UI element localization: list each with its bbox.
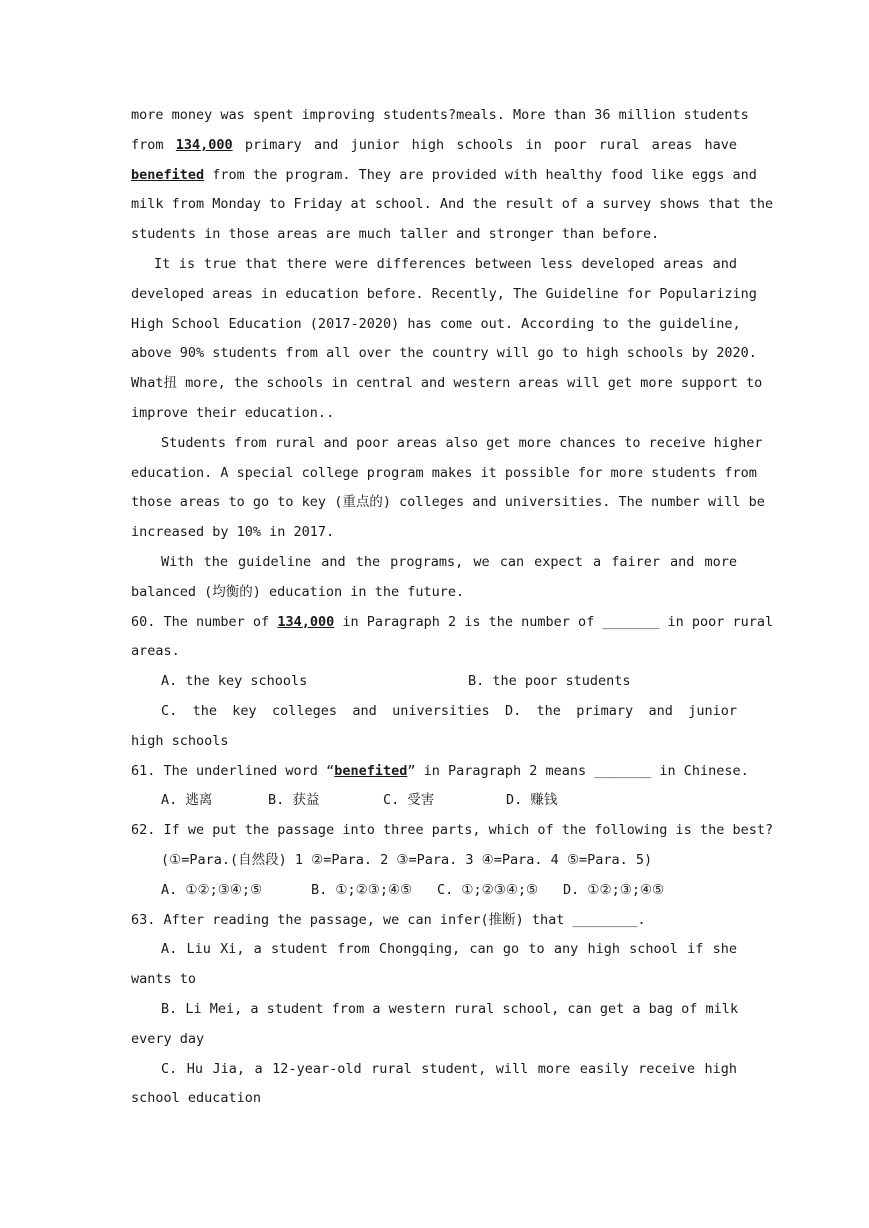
option-line: every day [131,1030,205,1047]
option-d[interactable]: D. 赚钱 [506,792,558,809]
option-c[interactable]: C. 受害 [383,792,435,809]
passage-line [131,161,757,191]
passage-line: It is true that there were differences between less developed areas and [154,255,737,272]
option-c[interactable]: C. Hu Jia, a 12-year-old rural student, will more easily receive high [161,1060,737,1077]
question-63: 63. After reading the passage, we can infer(推断) that ________. [131,911,646,928]
question-61 [131,757,749,787]
underlined-word: benefited [131,166,205,183]
passage-line: education. A special college program makes it possible for more students from [131,464,757,481]
underlined-number: 134,000 [175,136,233,153]
passage-line: students in those areas are much taller and stronger than before. [131,226,660,243]
passage-line: above 90% students from all over the country will go to high schools by 2020. [131,345,757,362]
option-row [131,876,737,906]
question-text: in Paragraph 2 is the number of _______ in poor rural [342,613,774,630]
option-row [131,667,737,697]
passage-line: increased by 10% in 2017. [131,524,335,541]
passage-line: developed areas in education before. Recently, The Guideline for Popularizing [131,285,757,302]
passage-line: What扭 more, the schools in central and western areas will get more support to [131,375,763,392]
passage-line: balanced (均衡的) education in the future. [131,583,465,600]
passage-line: milk from Monday to Friday at school. And the result of a survey shows that the [131,196,774,213]
option-line: wants to [131,971,197,988]
passage-line: improve their education.. [131,404,335,421]
passage-line: more money was spent improving students?meals. More than 36 million students [131,107,749,123]
question-text: ” in Paragraph 2 means _______ in Chinese. [407,762,749,779]
passage-text: from [131,136,164,153]
question-60 [131,608,774,638]
underlined-number: 134,000 [277,613,335,630]
question-legend: (①=Para.(自然段) 1 ②=Para. 2 ③=Para. 3 ④=Para. 4 ⑤=Para. 5) [161,851,653,868]
document-page [131,101,774,1114]
passage-line: With the guideline and the programs, we can expect a fairer and more [161,553,737,570]
question-line: areas. [131,643,180,660]
option-c[interactable]: C. ①;②③④;⑤ [437,881,539,898]
option-a[interactable]: A. 逃离 [161,792,213,809]
passage-line: High School Education (2017-2020) has come out. According to the guideline, [131,315,741,332]
passage-line [131,131,737,161]
option-b[interactable]: B. ①;②③;④⑤ [311,881,413,898]
option-b[interactable]: B. Li Mei, a student from a western rural school, can get a bag of milk [161,1000,739,1017]
option-b[interactable]: B. the poor students [468,673,631,690]
question-text: 60. The number of [131,613,270,630]
underlined-word: benefited [334,762,408,779]
passage-text: primary and junior high schools in poor rural areas have [244,136,737,153]
option-a[interactable]: A. the key schools [161,673,308,690]
option-c[interactable]: C. the key colleges and universities [161,702,490,719]
passage-line: those areas to go to key (重点的) colleges and universities. The number will be [131,494,765,511]
option-row [131,697,737,727]
passage-line: Students from rural and poor areas also get more chances to receive higher [161,434,763,451]
question-text: 61. The underlined word “ [131,762,335,779]
option-a[interactable]: A. Liu Xi, a student from Chongqing, can go to any high school if she [161,941,737,958]
option-d[interactable]: D. the primary and junior [504,702,737,719]
option-line: high schools [131,732,229,749]
option-d[interactable]: D. ①②;③;④⑤ [563,881,665,898]
option-line: school education [131,1090,262,1107]
passage-text: from the program. They are provided with healthy food like eggs and [212,166,757,183]
option-b[interactable]: B. 获益 [268,792,320,809]
option-row [131,786,737,816]
option-a[interactable]: A. ①②;③④;⑤ [161,881,263,898]
question-62: 62. If we put the passage into three parts, which of the following is the best? [131,822,774,839]
